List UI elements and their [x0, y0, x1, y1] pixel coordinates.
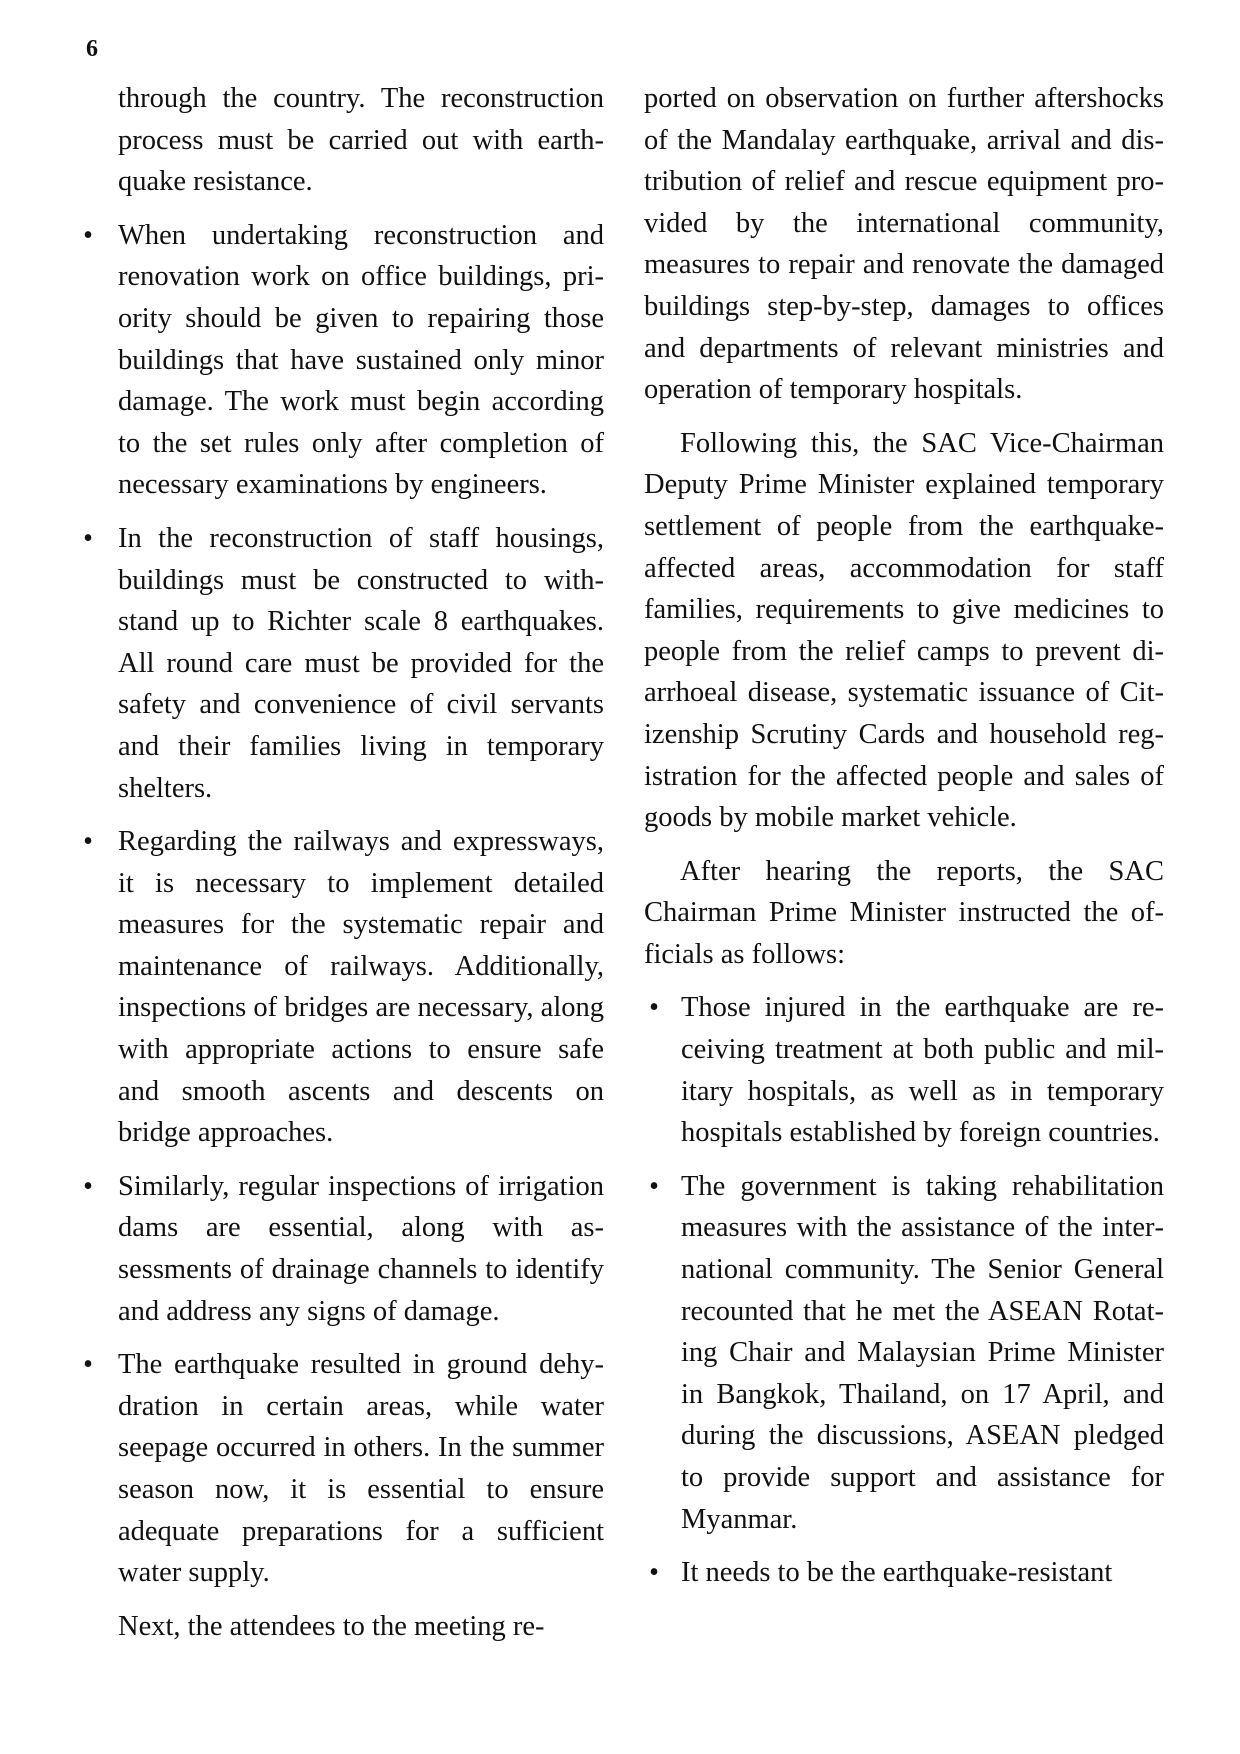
bullet-icon: • [83, 522, 93, 554]
paragraph: Next, the attendees to the meeting re- [118, 1610, 545, 1642]
bullet-item [644, 987, 1164, 1153]
bullet-item [83, 821, 604, 1154]
bullet-item [83, 215, 604, 506]
bullet-item [83, 1166, 604, 1332]
page-number: 6 [86, 36, 98, 62]
bullet-text: In the reconstruction of staff housings, buildings must be constructed to withstand up to Richter scale 8 earthquakes. All round care must be provided for the safety and convenience of civil servants and their families living in temporary shelters. [118, 522, 604, 804]
bullet-icon: • [83, 219, 93, 251]
bullet-text: Those injured in the earthquake are receiving treatment at both public and military hospitals, as well as in temporary hospitals established by foreign countries. [681, 992, 1164, 1149]
bullet-text: The earthquake resulted in ground dehydration in certain areas, while water seepage occurred in others. In the summer season now, it is essential to ensure adequate preparations for a sufficient water supply. [118, 1349, 604, 1589]
paragraph: Following this, the SAC Vice-Chairman Deputy Prime Minister explained temporary settlement of people from the earthquake-affected areas, accommodation for staff families, requirements to give medicines to people from the relief camps to prevent diarrhoeal disease, systematic issuance of Citizenship Scrutiny Cards and household registration for the affected people and sales of goods by mobile market vehicle. [644, 427, 1164, 834]
bullet-item [83, 518, 604, 809]
bullet-text: The government is taking rehabilitation measures with the assistance of the international community. The Senior General recounted that he met the ASEAN Rotating Chair and Malaysian Prime Minister in Bangkok, Thailand, on 17 April, and during the discussions, ASEAN pledged to provide support and assistance for Myanmar. [681, 1170, 1164, 1535]
bullet-icon: • [649, 1170, 659, 1202]
bullet-icon: • [83, 1170, 93, 1202]
bullet-icon: • [83, 826, 93, 858]
bullet-text: Regarding the railways and expressways, it is necessary to implement detailed measures for the systematic repair and maintenance of railways. Additionally, inspections of bridges are necessary, along with appropriate actions to ensure safe and smooth ascents and descents on bridge approaches. [118, 826, 604, 1149]
bullet-text: Similarly, regular inspections of irrigation dams are essential, along with assessments of drainage channels to identify and address any signs of damage. [118, 1170, 604, 1327]
paragraph: through the country. The reconstruction process must be carried out with earthquake resistance. [118, 83, 604, 198]
paragraph: ported on observation on further aftershocks of the Mandalay earthquake, arrival and distribution of relief and rescue equipment provided by the international community, measures to repair and renovate the damaged buildings step-by-step, damages to offices and departments of relevant ministries and operation of temporary hospitals. [644, 83, 1164, 406]
bullet-icon: • [649, 992, 659, 1024]
right-column [644, 78, 1164, 1606]
bullet-icon: • [649, 1557, 659, 1589]
paragraph: After hearing the reports, the SAC Chairman Prime Minister instructed the officials as follows: [644, 855, 1164, 970]
bullet-item [644, 1166, 1164, 1540]
bullet-text: It needs to be the earthquake-resistant [681, 1557, 1113, 1589]
bullet-item [644, 1552, 1164, 1594]
bullet-icon: • [83, 1349, 93, 1381]
bullet-text: When undertaking reconstruction and renovation work on office buildings, priority should be given to repairing those buildings that have sustained only minor damage. The work must begin according to the set rules only after completion of necessary examinations by engineers. [118, 219, 604, 501]
left-column [83, 78, 604, 1659]
bullet-item [83, 1344, 604, 1594]
